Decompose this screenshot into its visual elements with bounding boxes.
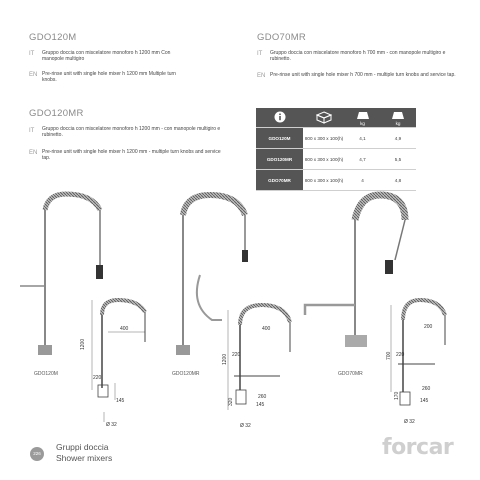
dim-c-3: 170: [394, 391, 400, 400]
product-code-gdo70mr: GDO70MR: [257, 32, 307, 43]
dim-a-3: 220: [396, 352, 405, 358]
lang-label-it: IT: [29, 51, 35, 57]
row-net-weight: 4,1: [345, 128, 380, 149]
dim-width-1: 400: [120, 326, 129, 332]
row-dims: 800 x 300 x 100(h): [303, 128, 345, 149]
gross-weight-unit: kg: [395, 120, 401, 126]
product-code-gdo120m: GDO120M: [29, 32, 77, 43]
dim-a-2: 220: [232, 352, 241, 358]
desc-it-gdo70mr: Gruppo doccia con miscelatore monoforo h 700 mm - con manopole multigiro e rubinetto.: [270, 50, 446, 63]
row-dims: 800 x 300 x 100(h): [303, 149, 345, 170]
desc-it-gdo120m: Gruppo doccia con miscelatore monoforo h 1200 mm Con manopole multigiro: [42, 50, 171, 63]
lang-label-it: IT: [29, 128, 35, 134]
dim-e-2: 145: [256, 402, 265, 408]
table-row: [256, 149, 416, 170]
caption-gdo120m: GDO120M: [34, 371, 58, 377]
row-net-weight: 4,7: [345, 149, 380, 170]
dim-b-2: 260: [258, 394, 267, 400]
lang-label-en: EN: [29, 150, 38, 156]
product-code-gdo120mr: GDO120MR: [29, 108, 84, 119]
row-model: GDO120M: [256, 128, 303, 149]
spec-table-header: [256, 108, 416, 128]
desc-it-gdo120mr: Gruppo doccia con miscelatore monoforo h 1200 mm - con manopole multigiro e rubinetto.: [42, 126, 221, 139]
lang-label-it: IT: [257, 51, 263, 57]
dim-d-1: Ø 32: [106, 422, 117, 428]
dim-height-3: 700: [386, 351, 392, 360]
dim-width-3: 200: [424, 324, 433, 330]
box-dimensions-icon: [303, 108, 345, 128]
caption-gdo70mr: GDO70MR: [338, 371, 363, 377]
desc-en-gdo70mr: Pre-rinse unit with single hole mixer h 700 mm - multiple turn knobs and service tap.: [270, 72, 456, 78]
dim-width-2: 400: [262, 326, 271, 332]
desc-en-gdo120mr: Pre-rinse unit with single hole mixer h 1200 mm - multiple turn knobs and service tap.: [42, 149, 221, 162]
dim-d-2: Ø 32: [240, 423, 251, 429]
dim-b-1: 145: [116, 398, 125, 404]
dim-b-3: 260: [422, 386, 431, 392]
row-net-weight: 4: [345, 170, 380, 191]
dim-d-3: Ø 32: [404, 419, 415, 425]
row-gross-weight: 4,9: [380, 128, 416, 149]
lang-label-en: EN: [29, 72, 38, 78]
photo-gdo120mr: [176, 195, 248, 355]
page-number-badge: 226: [30, 447, 44, 461]
net-weight-icon: [345, 108, 380, 128]
desc-en-gdo120m: Pre-rinse unit with single hole mixer h 1200 mm Multiple turn knobs.: [42, 71, 176, 84]
dim-height-1: 1200: [80, 338, 86, 350]
row-gross-weight: 4,8: [380, 170, 416, 191]
caption-gdo120mr: GDO120MR: [172, 371, 200, 377]
info-icon: [256, 108, 303, 128]
row-model: GDO120MR: [256, 149, 303, 170]
photo-gdo120m: [20, 194, 103, 355]
dim-c-2: 320: [228, 397, 234, 406]
row-gross-weight: 5,5: [380, 149, 416, 170]
product-drawings: [0, 180, 480, 430]
photo-gdo70mr: [305, 195, 405, 347]
spec-table: [256, 108, 416, 191]
footer-title-en: Shower mixers: [56, 453, 113, 463]
row-model: GDO70MR: [256, 170, 303, 191]
row-dims: 800 x 300 x 100(h): [303, 170, 345, 191]
table-row: [256, 128, 416, 149]
dim-e-3: 145: [420, 398, 429, 404]
gross-weight-icon: [380, 108, 416, 128]
footer-title-it: Gruppi doccia: [56, 442, 109, 452]
dim-height-2: 1200: [222, 353, 228, 365]
net-weight-unit: kg: [360, 120, 365, 126]
dim-a-1: 220: [93, 375, 102, 381]
lang-label-en: EN: [257, 73, 266, 79]
brand-logo: forcar: [382, 435, 454, 460]
